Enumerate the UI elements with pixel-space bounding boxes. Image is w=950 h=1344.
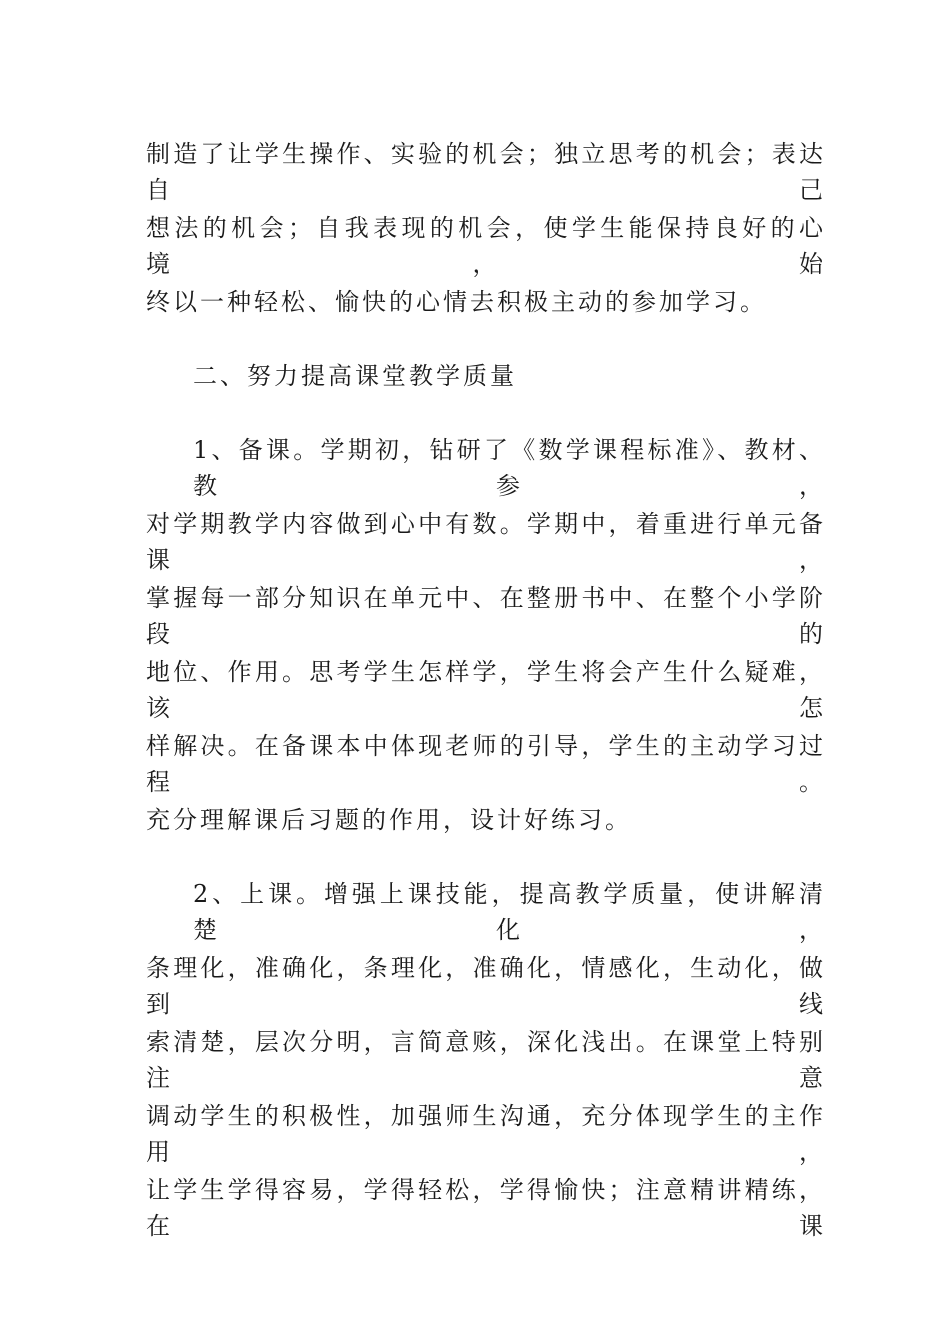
paragraph-line: 2、上课。增强上课技能，提高教学质量，使讲解清楚化， xyxy=(193,880,826,944)
section-heading: 二、努力提高课堂教学质量 xyxy=(193,362,517,390)
paragraph-line: 对学期教学内容做到心中有数。学期中，着重进行单元备课， xyxy=(146,510,826,574)
paragraph-line: 地位、作用。思考学生怎样学，学生将会产生什么疑难，该怎 xyxy=(146,658,826,722)
paragraph-line: 样解决。在备课本中体现老师的引导，学生的主动学习过程。 xyxy=(146,732,826,796)
paragraph-line: 想法的机会；自我表现的机会，使学生能保持良好的心境，始 xyxy=(146,214,826,278)
paragraph-line: 制造了让学生操作、实验的机会；独立思考的机会；表达自己 xyxy=(146,140,826,204)
paragraph-line: 调动学生的积极性，加强师生沟通，充分体现学生的主作用， xyxy=(146,1102,826,1166)
paragraph-line: 1、备课。学期初，钻研了《数学课程标准》、教材、教参， xyxy=(193,436,826,500)
paragraph-line: 索清楚，层次分明，言简意赅，深化浅出。在课堂上特别注意 xyxy=(146,1028,826,1092)
paragraph-line: 条理化，准确化，条理化，准确化，情感化，生动化，做到线 xyxy=(146,954,826,1018)
paragraph-line: 终以一种轻松、愉快的心情去积极主动的参加学习。 xyxy=(146,288,767,316)
paragraph-line: 让学生学得容易，学得轻松，学得愉快；注意精讲精练，在课 xyxy=(146,1176,826,1240)
paragraph-line: 充分理解课后习题的作用，设计好练习。 xyxy=(146,806,632,834)
paragraph-line: 掌握每一部分知识在单元中、在整册书中、在整个小学阶段的 xyxy=(146,584,826,648)
